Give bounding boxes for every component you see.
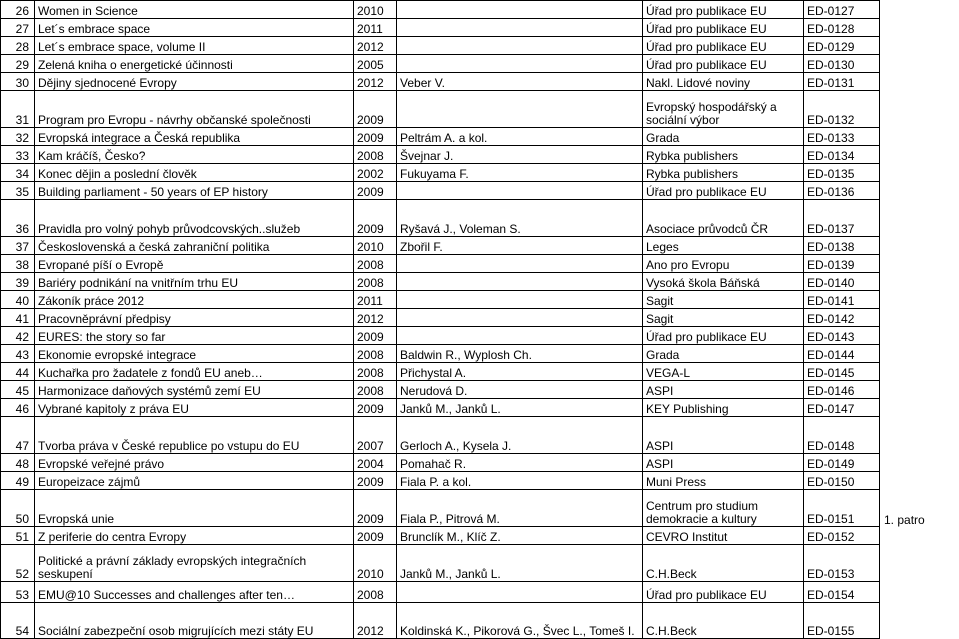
- book-publisher: ASPI: [643, 381, 804, 399]
- book-title: Sociální zabezpeční osob migrujících mezi státy EU: [35, 603, 354, 639]
- table-row: [1, 490, 959, 527]
- book-author: Brunclík M., Klíč Z.: [397, 527, 643, 545]
- book-title: Pravidla pro volný pohyb průvodcovských..služeb: [35, 200, 354, 237]
- book-publisher: Sagit: [643, 309, 804, 327]
- table-row: [1, 417, 959, 454]
- book-author: Přichystal A.: [397, 363, 643, 381]
- book-publisher: CEVRO Institut: [643, 527, 804, 545]
- book-author: Nerudová D.: [397, 381, 643, 399]
- book-title: Evropané píší o Evropě: [35, 255, 354, 273]
- book-note: [880, 363, 959, 381]
- book-code: ED-0154: [804, 582, 880, 603]
- row-number: 43: [1, 345, 35, 363]
- book-title: Politické a právní základy evropských integračních seskupení: [35, 545, 354, 582]
- book-title: Women in Science: [35, 1, 354, 19]
- book-note: [880, 345, 959, 363]
- book-code: ED-0141: [804, 291, 880, 309]
- book-note: [880, 164, 959, 182]
- book-publisher: Rybka publishers: [643, 164, 804, 182]
- book-code: ED-0153: [804, 545, 880, 582]
- book-code: ED-0140: [804, 273, 880, 291]
- book-publisher: Úřad pro publikace EU: [643, 19, 804, 37]
- book-author: Veber V.: [397, 73, 643, 91]
- book-publisher: Asociace průvodců ČR: [643, 200, 804, 237]
- book-publisher: Úřad pro publikace EU: [643, 1, 804, 19]
- book-publisher: Vysoká škola Báňská: [643, 273, 804, 291]
- book-note: [880, 1, 959, 19]
- book-note: [880, 128, 959, 146]
- book-note: [880, 603, 959, 639]
- book-note: [880, 237, 959, 255]
- book-author: [397, 309, 643, 327]
- row-number: 45: [1, 381, 35, 399]
- book-code: ED-0145: [804, 363, 880, 381]
- row-number: 40: [1, 291, 35, 309]
- book-publisher: C.H.Beck: [643, 603, 804, 639]
- table-row: [1, 345, 959, 363]
- book-author: Peltrám A. a kol.: [397, 128, 643, 146]
- book-title: Zelená kniha o energetické účinnosti: [35, 55, 354, 73]
- book-code: ED-0147: [804, 399, 880, 417]
- book-author: Koldinská K., Pikorová G., Švec L., Tomeš I.: [397, 603, 643, 639]
- table-row: [1, 454, 959, 472]
- row-number: 44: [1, 363, 35, 381]
- book-title: Pracovněprávní předpisy: [35, 309, 354, 327]
- row-number: 32: [1, 128, 35, 146]
- table-row: [1, 1, 959, 19]
- book-year: 2011: [354, 19, 397, 37]
- book-title: Let´s embrace space: [35, 19, 354, 37]
- book-year: 2010: [354, 1, 397, 19]
- table-row: [1, 55, 959, 73]
- book-author: Gerloch A., Kysela J.: [397, 417, 643, 454]
- table-row: [1, 200, 959, 237]
- book-author: [397, 182, 643, 200]
- book-publisher: Úřad pro publikace EU: [643, 55, 804, 73]
- book-note: [880, 399, 959, 417]
- book-author: Fiala P., Pitrová M.: [397, 490, 643, 527]
- table-row: [1, 582, 959, 603]
- book-year: 2004: [354, 454, 397, 472]
- book-title: Europeizace zájmů: [35, 472, 354, 490]
- row-number: 51: [1, 527, 35, 545]
- book-publisher: Úřad pro publikace EU: [643, 582, 804, 603]
- book-code: ED-0129: [804, 37, 880, 55]
- book-title: Let´s embrace space, volume II: [35, 37, 354, 55]
- book-title: Bariéry podnikání na vnitřním trhu EU: [35, 273, 354, 291]
- book-publisher: Muni Press: [643, 472, 804, 490]
- book-author: [397, 327, 643, 345]
- book-title: Konec dějin a poslední člověk: [35, 164, 354, 182]
- book-note: [880, 327, 959, 345]
- book-year: 2012: [354, 603, 397, 639]
- row-number: 31: [1, 91, 35, 128]
- book-author: [397, 291, 643, 309]
- row-number: 50: [1, 490, 35, 527]
- book-code: ED-0152: [804, 527, 880, 545]
- row-number: 54: [1, 603, 35, 639]
- book-year: 2008: [354, 255, 397, 273]
- row-number: 35: [1, 182, 35, 200]
- book-publisher: C.H.Beck: [643, 545, 804, 582]
- book-code: ED-0142: [804, 309, 880, 327]
- book-code: ED-0138: [804, 237, 880, 255]
- book-author: Ryšavá J., Voleman S.: [397, 200, 643, 237]
- book-title: Dějiny sjednocené Evropy: [35, 73, 354, 91]
- table-row: [1, 399, 959, 417]
- book-author: [397, 273, 643, 291]
- row-number: 48: [1, 454, 35, 472]
- row-number: 53: [1, 582, 35, 603]
- book-year: 2012: [354, 37, 397, 55]
- book-note: [880, 182, 959, 200]
- table-row: [1, 164, 959, 182]
- row-number: 37: [1, 237, 35, 255]
- book-code: ED-0137: [804, 200, 880, 237]
- book-code: ED-0130: [804, 55, 880, 73]
- book-note: [880, 582, 959, 603]
- row-number: 46: [1, 399, 35, 417]
- row-number: 39: [1, 273, 35, 291]
- table-row: [1, 19, 959, 37]
- book-publisher: Úřad pro publikace EU: [643, 182, 804, 200]
- book-author: Fukuyama F.: [397, 164, 643, 182]
- book-note: [880, 291, 959, 309]
- book-year: 2009: [354, 182, 397, 200]
- book-year: 2008: [354, 381, 397, 399]
- book-year: 2010: [354, 545, 397, 582]
- book-publisher: ASPI: [643, 454, 804, 472]
- book-note: [880, 19, 959, 37]
- book-year: 2012: [354, 73, 397, 91]
- book-author: [397, 582, 643, 603]
- book-title: Evropské veřejné právo: [35, 454, 354, 472]
- book-title: Z periferie do centra Evropy: [35, 527, 354, 545]
- book-note: [880, 381, 959, 399]
- book-year: 2008: [354, 273, 397, 291]
- row-number: 33: [1, 146, 35, 164]
- book-year: 2009: [354, 399, 397, 417]
- table-row: [1, 327, 959, 345]
- book-code: ED-0131: [804, 73, 880, 91]
- book-publisher: Úřad pro publikace EU: [643, 37, 804, 55]
- book-year: 2009: [354, 472, 397, 490]
- book-author: Baldwin R., Wyplosh Ch.: [397, 345, 643, 363]
- book-title: Ekonomie evropské integrace: [35, 345, 354, 363]
- table-row: [1, 291, 959, 309]
- book-year: 2008: [354, 146, 397, 164]
- book-note: [880, 527, 959, 545]
- book-title: EURES: the story so far: [35, 327, 354, 345]
- row-number: 49: [1, 472, 35, 490]
- book-author: Zbořil F.: [397, 237, 643, 255]
- book-title: Evropská integrace a Česká republika: [35, 128, 354, 146]
- book-year: 2009: [354, 128, 397, 146]
- book-year: 2008: [354, 363, 397, 381]
- book-code: ED-0133: [804, 128, 880, 146]
- book-note: [880, 91, 959, 128]
- book-note: [880, 454, 959, 472]
- book-year: 2008: [354, 582, 397, 603]
- book-publisher: Leges: [643, 237, 804, 255]
- book-code: ED-0134: [804, 146, 880, 164]
- book-code: ED-0144: [804, 345, 880, 363]
- book-author: Fiala P. a kol.: [397, 472, 643, 490]
- book-title: EMU@10 Successes and challenges after ten…: [35, 582, 354, 603]
- book-author: [397, 1, 643, 19]
- table-row: [1, 255, 959, 273]
- book-note: [880, 472, 959, 490]
- book-publisher: Nakl. Lidové noviny: [643, 73, 804, 91]
- book-author: [397, 55, 643, 73]
- book-title: Building parliament - 50 years of EP history: [35, 182, 354, 200]
- book-publisher: Grada: [643, 128, 804, 146]
- table-row: [1, 237, 959, 255]
- book-year: 2007: [354, 417, 397, 454]
- book-code: ED-0151: [804, 490, 880, 527]
- book-note: [880, 37, 959, 55]
- table-row: [1, 37, 959, 55]
- row-number: 41: [1, 309, 35, 327]
- row-number: 28: [1, 37, 35, 55]
- book-year: 2009: [354, 490, 397, 527]
- book-code: ED-0148: [804, 417, 880, 454]
- book-author: Pomahač R.: [397, 454, 643, 472]
- book-code: ED-0128: [804, 19, 880, 37]
- row-number: 29: [1, 55, 35, 73]
- book-title: Evropská unie: [35, 490, 354, 527]
- book-note: [880, 417, 959, 454]
- book-note: [880, 309, 959, 327]
- row-number: 27: [1, 19, 35, 37]
- table-row: [1, 273, 959, 291]
- book-code: ED-0150: [804, 472, 880, 490]
- book-code: ED-0155: [804, 603, 880, 639]
- table-row: [1, 73, 959, 91]
- table-row: [1, 545, 959, 582]
- book-year: 2009: [354, 91, 397, 128]
- book-title: Program pro Evropu - návrhy občanské společnosti: [35, 91, 354, 128]
- table-row: [1, 182, 959, 200]
- table-row: [1, 128, 959, 146]
- book-publisher: Úřad pro publikace EU: [643, 327, 804, 345]
- book-publisher: Evropský hospodářský a sociální výbor: [643, 91, 804, 128]
- table-row: [1, 603, 959, 639]
- book-year: 2005: [354, 55, 397, 73]
- book-title: Československá a česká zahraniční politika: [35, 237, 354, 255]
- book-note: [880, 55, 959, 73]
- book-author: [397, 37, 643, 55]
- book-year: 2012: [354, 309, 397, 327]
- book-year: 2009: [354, 527, 397, 545]
- row-number: 47: [1, 417, 35, 454]
- table-row: [1, 472, 959, 490]
- book-note: [880, 73, 959, 91]
- book-note: [880, 255, 959, 273]
- book-publisher: Rybka publishers: [643, 146, 804, 164]
- book-code: ED-0136: [804, 182, 880, 200]
- book-author: [397, 19, 643, 37]
- book-publisher: KEY Publishing: [643, 399, 804, 417]
- row-number: 30: [1, 73, 35, 91]
- table-row: [1, 91, 959, 128]
- book-year: 2011: [354, 291, 397, 309]
- book-note: [880, 545, 959, 582]
- book-publisher: Ano pro Evropu: [643, 255, 804, 273]
- book-code: ED-0132: [804, 91, 880, 128]
- book-code: ED-0149: [804, 454, 880, 472]
- book-title: Zákoník práce 2012: [35, 291, 354, 309]
- book-author: [397, 255, 643, 273]
- table-row: [1, 309, 959, 327]
- book-code: ED-0135: [804, 164, 880, 182]
- table-row: [1, 363, 959, 381]
- row-number: 38: [1, 255, 35, 273]
- row-number: 52: [1, 545, 35, 582]
- book-publisher: Centrum pro studium demokracie a kultury: [643, 490, 804, 527]
- book-title: Harmonizace daňových systémů zemí EU: [35, 381, 354, 399]
- book-title: Vybrané kapitoly z práva EU: [35, 399, 354, 417]
- book-publisher: Sagit: [643, 291, 804, 309]
- table-row: [1, 381, 959, 399]
- book-code: ED-0143: [804, 327, 880, 345]
- book-year: 2009: [354, 327, 397, 345]
- book-author: Švejnar J.: [397, 146, 643, 164]
- book-year: 2009: [354, 200, 397, 237]
- book-title: Kuchařka pro žadatele z fondů EU aneb…: [35, 363, 354, 381]
- book-author: [397, 91, 643, 128]
- book-title: Kam kráčíš, Česko?: [35, 146, 354, 164]
- row-number: 34: [1, 164, 35, 182]
- book-author: Janků M., Janků L.: [397, 399, 643, 417]
- book-author: Janků M., Janků L.: [397, 545, 643, 582]
- book-year: 2010: [354, 237, 397, 255]
- book-title: Tvorba práva v České republice po vstupu do EU: [35, 417, 354, 454]
- book-year: 2008: [354, 345, 397, 363]
- row-number: 36: [1, 200, 35, 237]
- book-note: 1. patro: [880, 490, 959, 527]
- book-note: [880, 273, 959, 291]
- table-row: [1, 527, 959, 545]
- book-code: ED-0127: [804, 1, 880, 19]
- book-code: ED-0139: [804, 255, 880, 273]
- book-publisher: Grada: [643, 345, 804, 363]
- row-number: 42: [1, 327, 35, 345]
- book-year: 2002: [354, 164, 397, 182]
- book-note: [880, 146, 959, 164]
- book-publisher: VEGA-L: [643, 363, 804, 381]
- book-note: [880, 200, 959, 237]
- table-row: [1, 146, 959, 164]
- book-code: ED-0146: [804, 381, 880, 399]
- book-publisher: ASPI: [643, 417, 804, 454]
- row-number: 26: [1, 1, 35, 19]
